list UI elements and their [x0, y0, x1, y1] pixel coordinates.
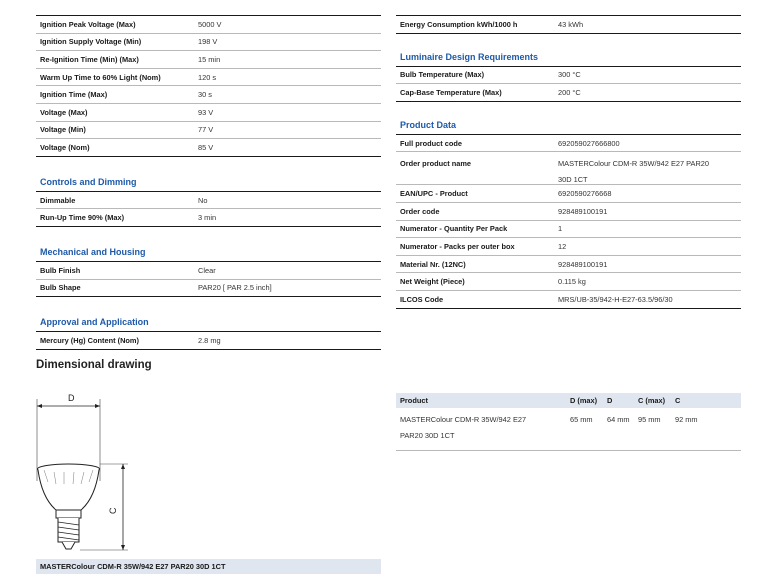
dimension-c-label: C: [108, 507, 118, 514]
spec-row: Energy Consumption kWh/1000 h 43 kWh: [396, 16, 741, 34]
spec-row: Run-Up Time 90% (Max) 3 min: [36, 209, 381, 227]
spec-row: Numerator - Packs per outer box 12: [396, 238, 741, 256]
spec-row: Ignition Peak Voltage (Max) 5000 V: [36, 16, 381, 34]
spec-row: Net Weight (Piece) 0.115 kg: [396, 273, 741, 291]
right-top-table: [396, 15, 741, 34]
spec-row: Ignition Supply Voltage (Min) 198 V: [36, 34, 381, 52]
spec-row: Voltage (Max) 93 V: [36, 104, 381, 122]
spec-row: Dimmable No: [36, 192, 381, 210]
spec-row: Re-Ignition Time (Min) (Max) 15 min: [36, 51, 381, 69]
spec-row: Bulb Finish Clear: [36, 262, 381, 280]
spec-row: Voltage (Min) 77 V: [36, 122, 381, 140]
arrow-icon: [95, 404, 100, 408]
table-row: MASTERColour CDM-R 35W/942 E27 PAR20 30D 1CT 65 mm 64 mm 95 mm 92 mm: [396, 408, 741, 451]
spec-row: Ignition Time (Max) 30 s: [36, 86, 381, 104]
table-product-line2: PAR20 30D 1CT: [400, 431, 455, 440]
spec-row: EAN/UPC - Product 6920590276668: [396, 185, 741, 203]
dimensional-drawing-title: Dimensional drawing: [36, 359, 152, 371]
spec-row: Mercury (Hg) Content (Nom) 2.8 mg: [36, 332, 381, 350]
lamp-dimension-drawing: [30, 386, 140, 558]
table-header: Product D (max) D C (max) C: [396, 393, 741, 408]
section-title-approval: Approval and Application: [36, 313, 381, 332]
lamp-icon: [38, 464, 100, 549]
left-top-table: [36, 15, 381, 157]
order-name-line2: 30D 1CT: [558, 175, 588, 185]
spec-row: ILCOS Code MRS/UB-35/942-H-E27-63.5/96/30: [396, 291, 741, 309]
spec-row: Numerator - Quantity Per Pack 1: [396, 221, 741, 239]
drawing-caption: MASTERColour CDM-R 35W/942 E27 PAR20 30D 1CT: [36, 559, 381, 574]
arrow-icon: [37, 404, 42, 408]
spec-row: Order code 928489100191: [396, 203, 741, 221]
table-product-line1: MASTERColour CDM-R 35W/942 E27: [400, 415, 527, 424]
left-spec-column: [36, 0, 381, 350]
section-title-mechanical: Mechanical and Housing: [36, 243, 381, 262]
spec-row: Full product code 692059027666800: [396, 135, 741, 153]
order-name-line1: MASTERColour CDM-R 35W/942 E27 PAR20: [558, 159, 710, 169]
section-title-product-data: Product Data: [396, 116, 741, 135]
spec-row: Cap-Base Temperature (Max) 200 °C: [396, 84, 741, 102]
spec-row: Order product name MASTERColour CDM-R 35W/942 E27 PAR20 30D 1CT: [396, 152, 741, 185]
right-spec-column: [396, 0, 741, 309]
spec-row: Voltage (Nom) 85 V: [36, 139, 381, 157]
dimension-d-label: D: [68, 393, 75, 403]
spec-row: Bulb Temperature (Max) 300 °C: [396, 67, 741, 85]
spec-row: Material Nr. (12NC) 928489100191: [396, 256, 741, 274]
arrow-icon: [121, 545, 125, 550]
section-title-controls: Controls and Dimming: [36, 173, 381, 192]
section-title-luminaire: Luminaire Design Requirements: [396, 48, 741, 67]
arrow-icon: [121, 464, 125, 469]
spec-row: Bulb Shape PAR20 [ PAR 2.5 inch]: [36, 280, 381, 298]
spec-row: Warm Up Time to 60% Light (Nom) 120 s: [36, 69, 381, 87]
dimension-table: [396, 393, 741, 451]
